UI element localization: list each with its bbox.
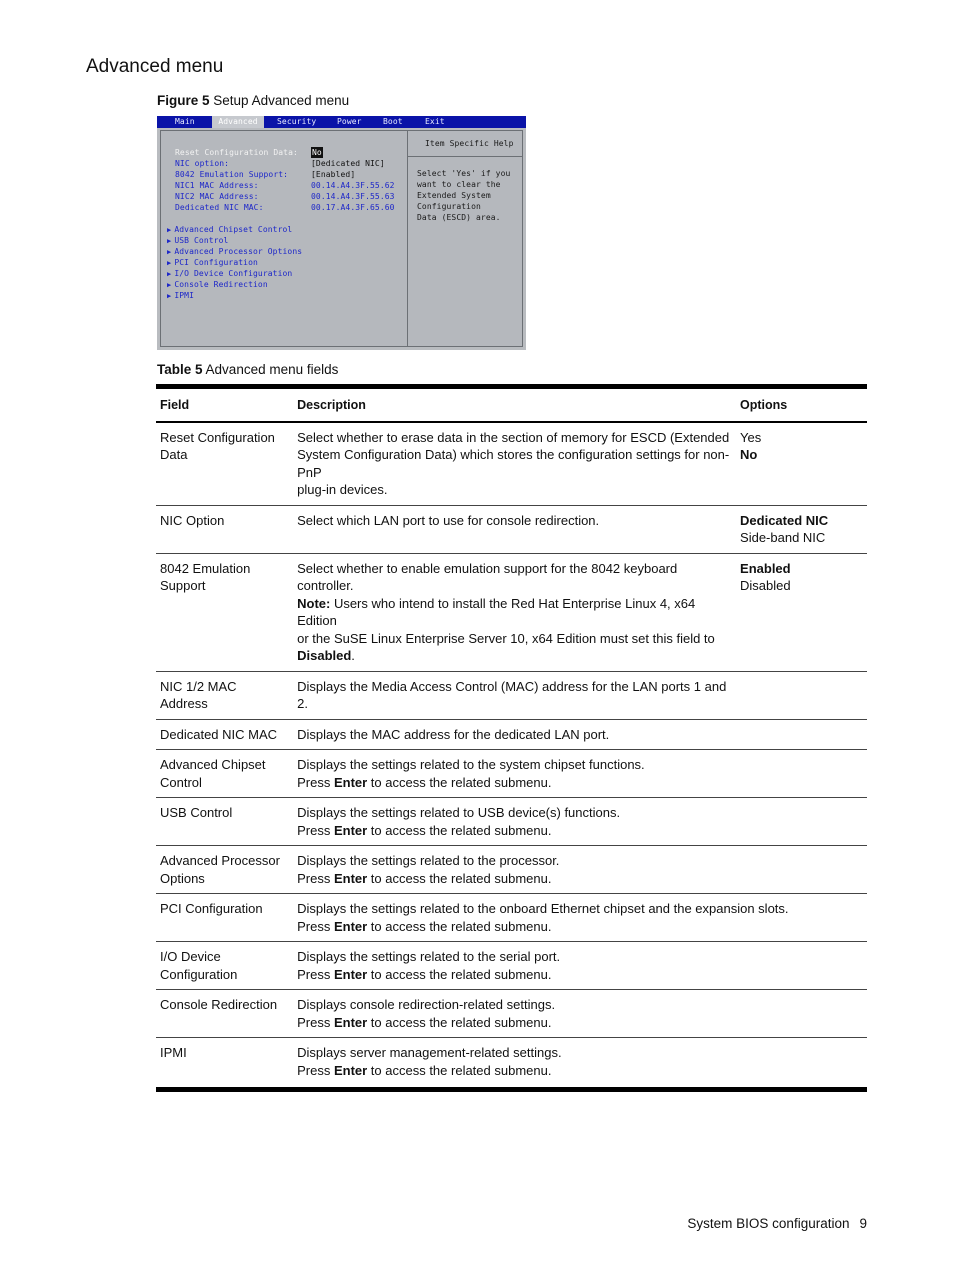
triangle-right-icon: ▶ — [167, 270, 172, 278]
cell-description — [293, 750, 736, 798]
bios-tab-exit: Exit — [425, 117, 445, 126]
press-suffix: to access the related submenu. — [367, 966, 552, 982]
note-text: Users who intend to install the Red Hat Enterprise Linux 4, x64 Edition — [297, 595, 696, 628]
bios-help-title: Item Specific Help — [425, 139, 514, 148]
bios-submenu-label: Advanced Processor Options — [174, 247, 303, 256]
cell-description: Displays the MAC address for the dedicated LAN port. — [297, 726, 610, 742]
press-suffix: to access the related submenu. — [367, 822, 552, 838]
page-footer — [687, 1216, 867, 1231]
press-enter-line — [297, 1014, 732, 1032]
bios-setting-label: NIC1 MAC Address: — [175, 181, 259, 190]
table-caption — [157, 362, 338, 377]
field-line: 8042 Emulation — [160, 560, 251, 576]
cell-options — [736, 942, 867, 990]
cell-description — [293, 846, 736, 894]
header-options: Options — [740, 398, 788, 412]
bios-help-line: Configuration — [417, 202, 481, 211]
bios-setting-value: No — [312, 148, 322, 157]
desc-line: Displays the settings related to the serial port. — [297, 949, 561, 964]
press-enter-line — [297, 774, 732, 792]
press-key: Enter — [333, 918, 368, 934]
note-end-line — [297, 647, 732, 665]
note-value: Disabled — [297, 648, 352, 663]
press-enter-line — [297, 870, 732, 888]
note-label: Note: — [297, 595, 331, 611]
cell-description: Select which LAN port to use for console redirection. — [297, 512, 600, 528]
bios-setting-value: 00.14.A4.3F.55.62 — [311, 181, 395, 190]
page-number: 9 — [859, 1216, 867, 1231]
bios-setting-label: NIC2 MAC Address: — [175, 192, 259, 201]
table-row-nic-option — [156, 505, 867, 553]
field-line: Advanced Processor — [160, 853, 280, 868]
table-row-pci-configuration — [156, 894, 867, 942]
table-caption-label: Table 5 — [157, 362, 203, 377]
bios-setting-8042-emulation — [175, 169, 356, 180]
bios-help-line: Extended System — [417, 191, 491, 200]
bios-setting-value: [Enabled] — [311, 170, 356, 179]
bios-setting-nic-option — [175, 158, 385, 169]
press-prefix: Press — [297, 966, 334, 982]
desc-line: plug-in devices. — [297, 482, 388, 497]
table-row-advanced-processor-options — [156, 846, 867, 894]
field-line: I/O Device — [160, 949, 221, 964]
press-prefix: Press — [297, 918, 334, 934]
cell-options — [736, 553, 867, 671]
cell-description — [293, 422, 736, 506]
desc-line: or the SuSE Linux Enterprise Server 10, x64 Edition must set this field to — [297, 630, 715, 646]
cell-description — [293, 553, 736, 671]
field-line: Control — [160, 774, 202, 790]
cell-options — [736, 719, 867, 750]
bios-setting-label: Dedicated NIC MAC: — [175, 203, 264, 212]
cell-description — [293, 1038, 736, 1090]
press-key: Enter — [333, 870, 368, 886]
bios-submenu-label: PCI Configuration — [174, 258, 258, 267]
option-value: Yes — [740, 429, 762, 445]
bios-help-line: Select 'Yes' if you — [417, 169, 511, 178]
press-suffix: to access the related submenu. — [367, 918, 552, 934]
desc-line: Select whether to enable emulation support for the 8042 keyboard controller. — [297, 560, 678, 593]
bios-setting-value: [Dedicated NIC] — [311, 159, 385, 168]
triangle-right-icon: ▶ — [167, 292, 172, 300]
bios-submenu-label: USB Control — [174, 236, 229, 245]
desc-line: Displays server management-related settings. — [297, 1045, 562, 1060]
cell-field: USB Control — [160, 805, 233, 820]
table-row-usb-control — [156, 798, 867, 846]
press-key: Enter — [333, 1062, 368, 1078]
bios-setting-nic2-mac — [175, 191, 395, 202]
option-value: Side-band NIC — [740, 530, 826, 545]
cell-options — [736, 990, 867, 1038]
cell-options — [736, 1038, 867, 1090]
cell-field — [156, 671, 293, 719]
field-line: Advanced Chipset — [160, 757, 266, 772]
press-prefix: Press — [297, 1062, 334, 1078]
press-suffix: to access the related submenu. — [367, 1062, 552, 1078]
bios-submenu-label: IPMI — [174, 291, 194, 300]
desc-line: Displays the settings related to USB device(s) functions. — [297, 805, 621, 820]
cell-field — [156, 553, 293, 671]
cell-description — [293, 798, 736, 846]
table-row-nic-mac-address — [156, 671, 867, 719]
note-line — [297, 595, 732, 630]
table-row-io-device-configuration — [156, 942, 867, 990]
table-header-row — [156, 387, 867, 422]
bios-panel-divider — [407, 131, 408, 346]
cell-field — [156, 846, 293, 894]
press-suffix: to access the related submenu. — [367, 774, 552, 790]
cell-options — [736, 846, 867, 894]
cell-description — [293, 942, 736, 990]
bios-setting-label: Reset Configuration Data: — [175, 148, 298, 157]
bios-tab-security: Security — [277, 117, 317, 126]
option-default: Dedicated NIC — [740, 512, 829, 528]
desc-line: Displays console redirection-related settings. — [297, 997, 556, 1012]
bios-setting-reset-config — [175, 147, 322, 158]
cell-field — [156, 750, 293, 798]
bios-advanced-menu-screenshot — [157, 116, 526, 350]
cell-description — [293, 990, 736, 1038]
table-row-ipmi — [156, 1038, 867, 1090]
bios-setting-label: 8042 Emulation Support: — [175, 170, 289, 179]
press-enter-line — [297, 918, 863, 936]
figure-caption-text: Setup Advanced menu — [213, 93, 350, 108]
advanced-menu-fields-table — [156, 384, 867, 1092]
desc-line: Select whether to erase data in the section of memory for ESCD (Extended — [297, 429, 730, 445]
bios-setting-value: 00.17.A4.3F.65.60 — [311, 203, 395, 212]
bios-tab-power: Power — [337, 117, 362, 126]
cell-description — [293, 894, 867, 942]
cell-description: Displays the Media Access Control (MAC) address for the LAN ports 1 and 2. — [297, 678, 727, 711]
table-row-console-redirection — [156, 990, 867, 1038]
table-row-dedicated-nic-mac — [156, 719, 867, 750]
bios-tab-boot: Boot — [383, 117, 403, 126]
field-line: Data — [160, 447, 188, 462]
bios-submenu-label: I/O Device Configuration — [174, 269, 293, 278]
option-value: Disabled — [740, 578, 791, 593]
bios-help-line: want to clear the — [417, 180, 501, 189]
table-row-advanced-chipset-control — [156, 750, 867, 798]
option-default: No — [740, 447, 758, 462]
triangle-right-icon: ▶ — [167, 259, 172, 267]
bios-submenu-label: Advanced Chipset Control — [174, 225, 293, 234]
press-key: Enter — [333, 966, 368, 982]
cell-field: NIC Option — [160, 512, 225, 528]
note-end: . — [351, 648, 355, 663]
table-row-8042-emulation-support — [156, 553, 867, 671]
bios-setting-nic1-mac — [175, 180, 395, 191]
cell-field: Console Redirection — [160, 997, 278, 1012]
cell-field: PCI Configuration — [160, 901, 263, 916]
cell-options — [736, 422, 867, 506]
cell-field: Dedicated NIC MAC — [160, 726, 278, 742]
bios-setting-dedicated-nic-mac — [175, 202, 395, 213]
bios-help-line: Data (ESCD) area. — [417, 213, 501, 222]
press-key: Enter — [333, 774, 368, 790]
desc-line: Displays the settings related to the processor. — [297, 853, 560, 868]
field-line: Options — [160, 870, 205, 886]
cell-field — [156, 422, 293, 506]
figure-caption — [157, 93, 349, 108]
press-prefix: Press — [297, 1014, 334, 1030]
header-field: Field — [160, 398, 190, 412]
bios-setting-value: 00.14.A4.3F.55.63 — [311, 192, 395, 201]
field-line: Reset Configuration — [160, 429, 275, 445]
press-enter-line — [297, 1062, 732, 1080]
bios-help-text — [417, 168, 510, 223]
field-line: Support — [160, 578, 206, 593]
table-caption-text: Advanced menu fields — [205, 362, 339, 377]
bios-help-separator — [408, 156, 523, 157]
cell-field: IPMI — [160, 1045, 187, 1060]
press-prefix: Press — [297, 774, 334, 790]
bios-submenu-ipmi — [167, 290, 194, 302]
cell-options — [736, 750, 867, 798]
press-key: Enter — [333, 822, 368, 838]
option-default: Enabled — [740, 560, 791, 576]
cell-options — [736, 671, 867, 719]
header-description: Description — [297, 398, 366, 412]
triangle-right-icon: ▶ — [167, 248, 172, 256]
press-key: Enter — [333, 1014, 368, 1030]
press-prefix: Press — [297, 822, 334, 838]
press-enter-line — [297, 966, 732, 984]
press-prefix: Press — [297, 870, 334, 886]
cell-options — [736, 798, 867, 846]
footer-text: System BIOS configuration — [687, 1216, 850, 1231]
press-suffix: to access the related submenu. — [367, 1014, 552, 1030]
table-row-reset-configuration-data — [156, 422, 867, 506]
field-line: NIC 1/2 MAC — [160, 678, 237, 694]
press-suffix: to access the related submenu. — [367, 870, 552, 886]
desc-line: Displays the settings related to the system chipset functions. — [297, 757, 645, 772]
section-title: Advanced menu — [86, 56, 224, 77]
press-enter-line — [297, 822, 732, 840]
field-line: Address — [160, 696, 208, 711]
cell-field — [156, 942, 293, 990]
bios-setting-label: NIC option: — [175, 159, 230, 168]
bios-tab-main: Main — [175, 117, 195, 126]
bios-menu-bar — [157, 116, 526, 128]
triangle-right-icon: ▶ — [167, 281, 172, 289]
triangle-right-icon: ▶ — [167, 226, 172, 234]
cell-options — [736, 505, 867, 553]
field-line: Configuration — [160, 966, 238, 982]
triangle-right-icon: ▶ — [167, 237, 172, 245]
desc-line: Displays the settings related to the onboard Ethernet chipset and the expansion slots. — [297, 901, 789, 916]
figure-caption-label: Figure 5 — [157, 93, 210, 108]
bios-content-frame — [160, 130, 523, 347]
bios-tab-advanced: Advanced — [212, 116, 264, 128]
desc-line: System Configuration Data) which stores the configuration settings for non-PnP — [297, 447, 730, 480]
bios-submenu-label: Console Redirection — [174, 280, 268, 289]
